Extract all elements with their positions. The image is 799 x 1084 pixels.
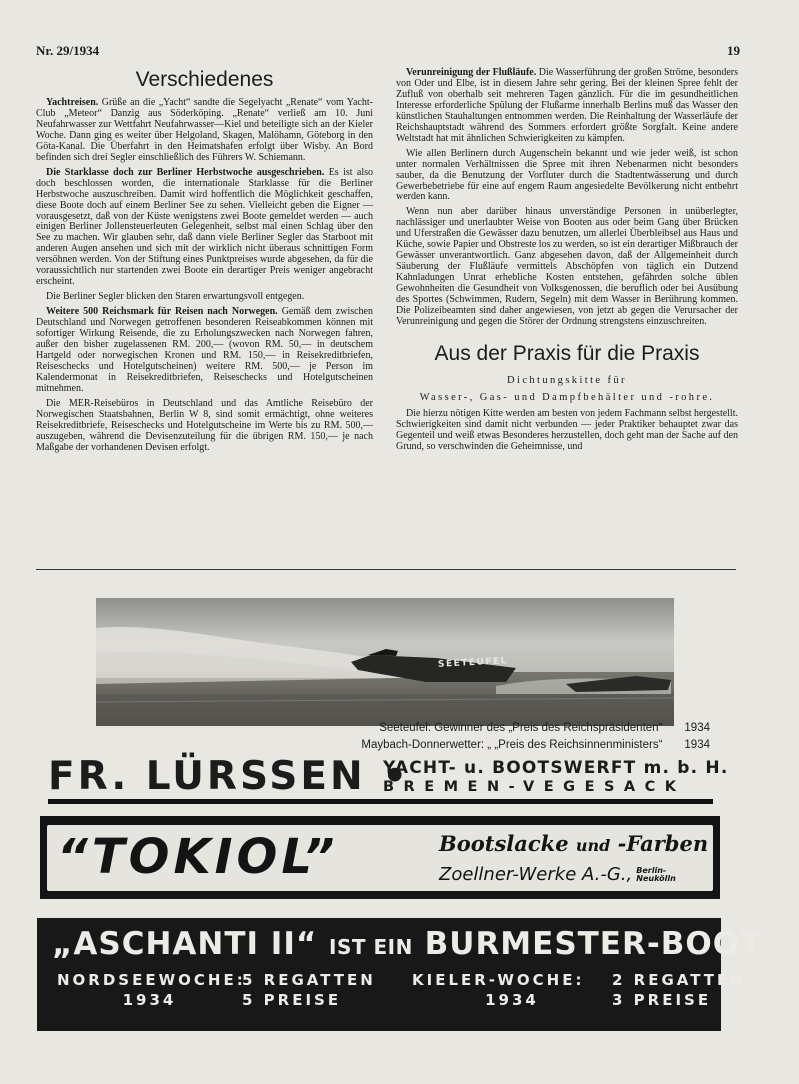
tokiol-product-tail: -Farben xyxy=(617,831,709,856)
text-yachtreisen: Grüße an die „Yacht“ sandte die Segelyacht „Renate“ vom Yacht-Club „Meteor“ Danzig aus Söderköping. „Renate“ verließ am 10. Juni Neufahrwasser zur Wettfahrt Neufahrwasser—Kiel und beteiligte sich an der Kieler Woche. Dann ging es weiter über Helgoland, Skagen, Malöhamn, Göteborg in den Göta-Kanal. Die Überfahrt in den Heimatshafen erfolgt über Wisby. An Bord befinden sich drei Segler einschließlich des Führers W. Schiemann. xyxy=(36,97,373,163)
tokiol-city-1: Berlin- xyxy=(636,866,667,875)
luerssen-company-name: FR. LÜRSSEN • xyxy=(48,754,411,799)
caption-seeteufel-text: Seeteufel: Gewinner des „Preis des Reichspräsidenten“ xyxy=(379,722,663,734)
caption-donnerwetter-year: 1934 xyxy=(684,739,710,751)
burmester-boat-name: „ASCHANTI II“ xyxy=(52,926,318,962)
tokiol-details xyxy=(439,831,709,887)
burmester-left-regattas: 5 REGATTEN xyxy=(242,971,376,989)
burmester-left-event: NORDSEEWOCHE: xyxy=(57,971,246,989)
tokiol-panel xyxy=(47,825,713,891)
issue-number: Nr. 29/1934 xyxy=(36,43,100,58)
paragraph-berliner: Wie allen Berlinern durch Augenschein bekannt und wie jeder weiß, ist schon unter normalen Verhältnissen die Spree mit ihren Nebenarmen nicht besonders sauber, da die Benutzung der Vorfluter durch die Stadtentwässerung und durch Gewerbebetriebe für eine auf engem Raum angesiedelte Bevölkerung nicht entbehrt werden kann. xyxy=(396,147,738,203)
section-title-praxis: Aus der Praxis für die Praxis xyxy=(434,341,700,365)
burmester-right-regattas: 2 REGATTEN xyxy=(612,971,746,989)
paragraph-kitte: Die hierzu nötigen Kitte werden am besten von jedem Fachmann selbst hergestellt. Schwierigkeiten sind damit nicht verbunden — jeder Praktiker behauptet zwar das Gegenteil und weiß etwas Besonderes herzustellen, doch geht man der Sache auf den Grund, so verschwinden die Geheimnisse, und xyxy=(396,407,738,452)
text-verunreinigung: Die Wasserführung der großen Ströme, besonders von Oder und Elbe, ist in diesem Jahre sehr gering. Bei der kleinen Spree fehlt der Zufluß von oberhalb seit mehreren Tagen gänzlich. Für die im gesundheitlichen Interesse erforderliche Spülung der Flußarme innerhalb Berlins muß das Wasser den künstlichen Stauhaltungen entnommen werden. Die Reinhaltung der Wasserläufe der Reichshauptstadt während des Sommers erfordert größte Sorgfalt. Keine andere Weltstadt hat mit ähnlichen Schwierigkeiten zu kämpfen. xyxy=(396,67,738,144)
burmester-right-row1 xyxy=(412,970,746,990)
burmester-nordseewoche xyxy=(57,970,376,1010)
paragraph-personen: Wenn nun aber darüber hinaus unverständige Personen in unüberlegter, nachlässiger und unerlaubter Weise von Booten aus oder beim Gang über Brücken und Uferstraßen die Gewässer dazu benutzen, um allerlei Überbleibsel aus Haus und Küche, sowie Papier und Obstreste los zu werden, so ist ein derartiger Mißbrauch der Gewässer unverantwortlich. Ganz abgesehen davon, daß der Allgemeinheit durch Säuberung der Flußläufe vermittels Abschöpfen von täglich ein Dutzend Kahnladungen Unrat erhebliche Kosten entstehen, gefährden solche üblen Gewohnheiten die Gesundheit von Volksgenossen, die beruflich oder bei Ausübung des Sportes (Schwimmen, Rudern, Segeln) mit dem Wasser in Berührung kommen. Die Polizeibeamten sind daher angewiesen, von jetzt ab gegen die Verursacher der Verunreinigung und gegen die Störer der Ordnung strengstens einzuschreiten. xyxy=(396,206,738,327)
left-column xyxy=(36,68,373,458)
burmester-left-year: 1934 xyxy=(122,991,177,1009)
tokiol-city-2: Neukölln xyxy=(636,874,676,883)
burmester-brand: BURMESTER-BOOT xyxy=(424,926,763,962)
lead-norwegen: Weitere 500 Reichsmark für Reisen nach Norwegen. xyxy=(46,306,278,318)
burmester-right-year: 1934 xyxy=(485,991,539,1009)
burmester-advertisement xyxy=(37,918,763,1031)
burmester-headline xyxy=(52,924,762,967)
divider-line xyxy=(36,569,736,570)
luerssen-yard-line: YACHT- u. BOOTSWERFT m. b. H. xyxy=(383,758,729,778)
paragraph-verunreinigung xyxy=(396,68,738,145)
burmester-ist-ein: IST EIN xyxy=(329,935,413,959)
paragraph-mer-reisebueros: Die MER-Reisebüros in Deutschland und das Amtliche Reisebüro der Norwegischen Staatsbahnen, Berlin W 8, sind somit ermächtigt, ohne weiteres Reisekreditbriefe, Reiseschecks und Hotelgutscheine im Werte bis zu RM. 500,— auszugeben, während die Devisenzuteilung für die übrigen RM. 150,— je nach Maßgabe der vorhandenen Devisen erfolgt. xyxy=(36,397,373,453)
lead-yachtreisen: Yachtreisen. xyxy=(46,97,99,108)
tokiol-advertisement xyxy=(40,816,720,899)
luerssen-underline xyxy=(48,799,713,804)
lead-starklasse: Die Starklasse doch zur Berliner Herbstwoche ausgeschrieben. xyxy=(46,166,325,178)
burmester-right-event: KIELER-WOCHE: xyxy=(412,971,585,989)
tokiol-product-und: und xyxy=(575,836,611,855)
burmester-left-row2 xyxy=(57,990,376,1010)
tokiol-product: Bootslacke xyxy=(439,831,569,856)
tokiol-maker: Zoellner-Werke A.-G., xyxy=(439,864,633,885)
caption-donnerwetter-text: Maybach-Donnerwetter: „ „Preis des Reichsinnenministers“ xyxy=(361,739,663,751)
caption-seeteufel xyxy=(379,722,710,734)
text-starklasse: Es ist also doch beschlossen worden, die internationale Starklasse für die Berliner Herbstwoche auszuschreiben. Damit wird hoffentlich die Möglichkeit geschaffen, diese Boote doch auf einem Berliner See zu sehen. Vielleicht geben die Eigner — vorausgesetzt, daß von der Küste wenigstens zwei Boote gemeldet werden — auch einigen Berliner Jollensteuerleuten Gelegenheit, selbst mal einen Schlag über den See zu machen. Wir glauben sehr, daß dann viele Berliner Segler das Starboot mit anderen Augen ansehen und sich mit der wirklich nicht überaus schnittigen Form versöhnen werden. Von der Stiftung eines Punktpreises wurde abgesehen, da für die voraussichtlich nur startenden zwei Boote ein derartiger Preis weniger angebracht erscheint. xyxy=(36,166,373,288)
burmester-right-row2 xyxy=(412,990,746,1010)
paragraph-starklasse xyxy=(36,168,373,288)
paragraph-segler: Die Berliner Segler blicken den Staren erwartungsvoll entgegen. xyxy=(46,291,305,303)
burmester-left-row1 xyxy=(57,970,376,990)
caption-seeteufel-year: 1934 xyxy=(684,722,710,734)
luerssen-details xyxy=(383,758,729,796)
paragraph-yachtreisen xyxy=(36,98,373,164)
boat-name-label: SEETEUFEL xyxy=(437,656,509,670)
page-number: 19 xyxy=(727,43,740,58)
caption-donnerwetter xyxy=(361,739,710,751)
right-column xyxy=(396,68,738,457)
burmester-right-prizes: 3 PREISE xyxy=(612,991,712,1009)
tokiol-logo: “TOKIOL” xyxy=(57,829,339,885)
burmester-left-prizes: 5 PREISE xyxy=(242,991,342,1009)
tokiol-city xyxy=(636,867,676,883)
tokiol-product-line xyxy=(439,831,709,859)
section-title-verschiedenes: Verschiedenes xyxy=(135,68,274,91)
subtitle-behaelter: Wasser-, Gas- und Dampfbehälter und -rohre. xyxy=(419,391,715,403)
luerssen-city-line: BREMEN-VEGESACK xyxy=(383,779,686,795)
text-norwegen: Gemäß dem zwischen Deutschland und Norwegen getroffenen besonderen Reiseabkommen können mit sofortiger Wirkung Reisende, die zu Erholungszwecken nach Norwegen fahren, außer den bisher zugelassenen RM. 200,— (wovon RM. 50,— in deutschem Hartgeld oder norwegischen Kronen und RM. 150,— in Reisekreditbriefen, Reiseschecks und Hotelgutscheinen) weitere RM. 500,— je Person im Kalendermonat in Reisekreditbriefen, Reiseschecks und Hotelgutscheinen mitnehmen. xyxy=(36,306,373,394)
luerssen-advertisement xyxy=(36,574,736,807)
burmester-kielerwoche xyxy=(412,970,746,1010)
speedboat-photo-graphic xyxy=(96,598,674,726)
speedboat-photo xyxy=(96,598,674,726)
tokiol-maker-line xyxy=(439,863,709,887)
paragraph-norwegen xyxy=(36,307,373,395)
lead-verunreinigung: Verunreinigung der Flußläufe. xyxy=(406,67,537,78)
subtitle-dichtungskitte: Dichtungskitte für xyxy=(507,374,627,386)
